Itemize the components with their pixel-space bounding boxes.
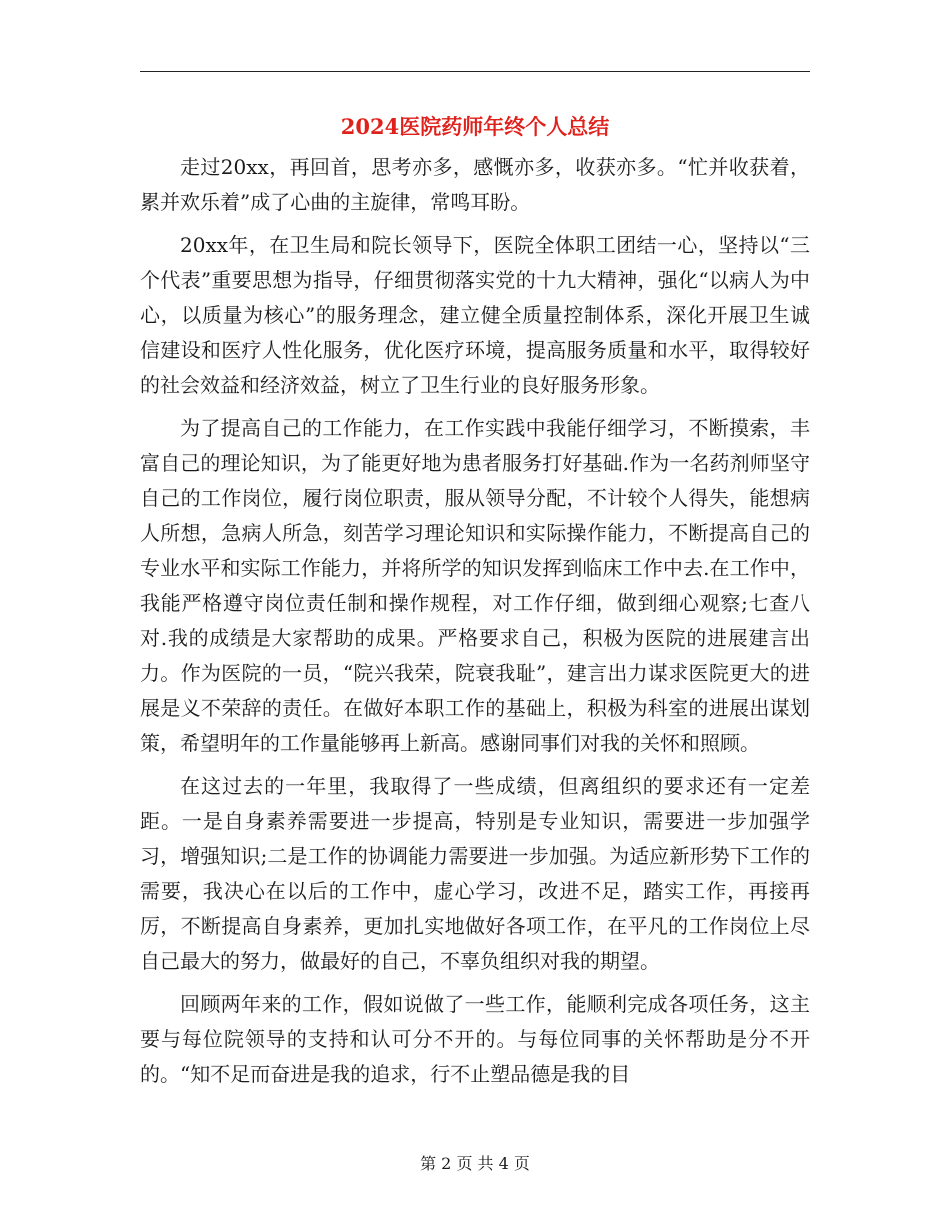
paragraph-1: 走过20xx，再回首，思考亦多，感慨亦多，收获亦多。“忙并收获着，累并欢乐着”成了心曲的主旋律，常鸣耳盼。: [140, 155, 810, 214]
document-body: [140, 150, 810, 1110]
paragraph-2: 20xx年，在卫生局和院长领导下，医院全体职工团结一心，坚持以“三个代表”重要思想为指导，仔细贯彻落实党的十九大精神，强化“以病人为中心，以质量为核心”的服务理念，建立健全质量控制体系，深化开展卫生诚信建设和医疗人性化服务，优化医疗环境，提高服务质量和水平，取得较好的社会效益和经济效益，树立了卫生行业的良好服务形象。: [140, 233, 810, 397]
paragraph-3: 为了提高自己的工作能力，在工作实践中我能仔细学习，不断摸索，丰富自己的理论知识，为了能更好地为患者服务打好基础.作为一名药剂师坚守自己的工作岗位，履行岗位职责，服从领导分配，不计较个人得失，能想病人所想，急病人所急，刻苦学习理论知识和实际操作能力，不断提高自己的专业水平和实际工作能力，并将所学的知识发挥到临床工作中去.在工作中，我能严格遵守岗位责任制和操作规程，对工作仔细，做到细心观察;七查八对.我的成绩是大家帮助的成果。严格要求自己，积极为医院的进展建言出力。作为医院的一员，“院兴我荣，院衰我耻”，建言出力谋求医院更大的进展是义不荣辞的责任。在做好本职工作的基础上，积极为科室的进展出谋划策，希望明年的工作量能够再上新高。感谢同事们对我的关怀和照顾。: [140, 416, 810, 755]
header-rule: [140, 71, 810, 72]
page-number: 第 2 页 共 4 页: [420, 1154, 530, 1173]
paragraph-4: 在这过去的一年里，我取得了一些成绩，但离组织的要求还有一定差距。一是自身素养需要进一步提高，特别是专业知识，需要进一步加强学习，增强知识;二是工作的协调能力需要进一步加强。为适应新形势下工作的需要，我决心在以后的工作中，虚心学习，改进不足，踏实工作，再接再厉，不断提高自身素养，更加扎实地做好各项工作，在平凡的工作岗位上尽自己最大的努力，做最好的自己，不辜负组织对我的期望。: [140, 774, 810, 973]
document-title: 2024医院药师年终个人总结: [340, 114, 610, 139]
paragraph-5: 回顾两年来的工作，假如说做了一些工作，能顺利完成各项任务，这主要与每位院领导的支持和认可分不开的。与每位同事的关怀帮助是分不开的。“知不足而奋进是我的追求，行不止塑品德是我的目: [140, 992, 810, 1086]
